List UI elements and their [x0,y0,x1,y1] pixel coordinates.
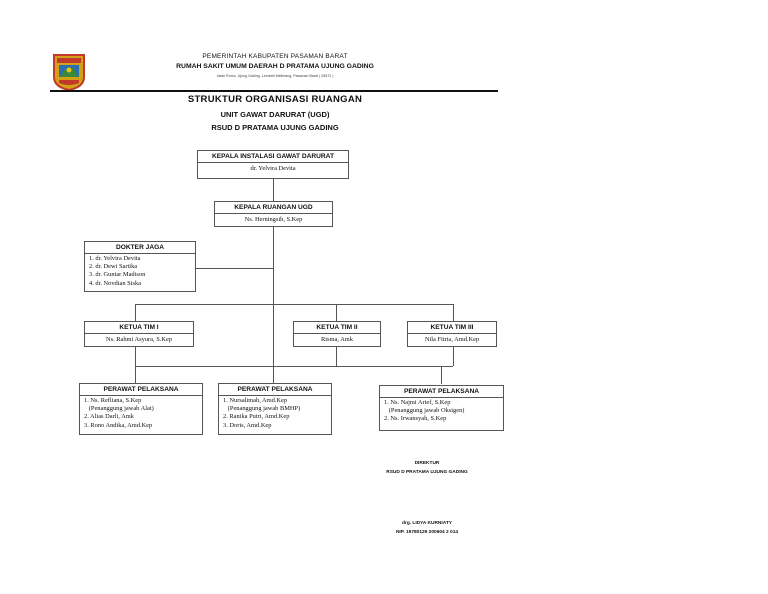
signature-nip: NIP. 19780129 200604 2 014 [395,530,459,535]
member-item: 1. Ns. Refliana, S.Kep [84,397,142,404]
chart-title: STRUKTUR ORGANISASI RUANGAN [187,94,363,105]
member-item: 2. Ranika Putri, Amd.Kep [223,413,290,421]
member-item: 3. Doris, Amd.Kep [223,421,272,429]
letterhead-divider [50,90,498,92]
member-item: 3. dr. Guntar Madison [89,271,146,279]
connector-line [226,268,238,269]
node-name: Ns. Rahmi Asyura, S.Kep [105,336,173,343]
node-title: KETUA TIM III [408,322,496,334]
node-kepala-ruangan [214,201,333,227]
connector-line [453,346,454,366]
connector-line [135,366,136,384]
member-item: 2. Ns. Irwansyah, S.Kep [384,415,447,423]
member-item: 2. dr. Dewi Sartika [89,263,138,271]
node-ketua-tim-1 [84,321,194,347]
member-item: (Penanggung jawab Alat) [84,405,154,413]
connector-line [441,366,442,384]
node-title: KETUA TIM I [85,322,193,334]
connector-line [135,366,453,367]
member-item: (Penanggung jawab Oksigen) [384,407,465,415]
node-name: dr. Yelvira Devita [250,165,296,172]
node-perawat-pelaksana-1 [79,383,203,435]
node-title: PERAWAT PELAKSANA [80,384,202,396]
member-item: (Penanggung jawab BMHP) [223,405,301,413]
member-item: 1. Ns. Najmi Arief, S.Kep [384,399,451,406]
letterhead-address: Jalan Rumo, Ujung Gading, Lembah Melintang, Pasaman Barat ( 26572 ) [216,74,334,78]
node-title: PERAWAT PELAKSANA [380,386,503,398]
connector-line [453,304,454,321]
node-title: KETUA TIM II [294,322,380,334]
node-name: Risma, Amk [321,336,353,343]
node-dokter-jaga [84,241,196,292]
chart-subtitle-hospital: RSUD D PRATAMA UJUNG GADING [211,123,339,132]
member-item: 2. Alias Darli, Amk [84,413,134,421]
node-name: Ns. Herningsih, S.Kep [244,216,303,223]
node-title: DOKTER JAGA [85,242,195,254]
connector-line [273,366,274,384]
connector-line [336,346,337,366]
member-item: 1. dr. Yelvira Devita [89,255,141,262]
letterhead-hospital: RUMAH SAKIT UMUM DAERAH D PRATAMA UJUNG GADING [176,63,374,70]
node-title: KEPALA INSTALASI GAWAT DARURAT [198,151,348,163]
node-ketua-tim-2 [293,321,381,347]
signature-institution: RSUD D PRATAMA UJUNG GADING [386,470,468,475]
connector-line [135,346,136,366]
member-item: 3. Rono Andika, Amd.Kep [84,421,153,429]
regency-logo [52,53,86,91]
signature-name: drg. LIDYA KURNIATY [402,521,452,526]
node-ketua-tim-3 [407,321,497,347]
member-item: 4. dr. Novdian Siska [89,279,142,287]
connector-line [135,304,136,321]
letterhead-government: PEMERINTAH KABUPATEN PASAMAN BARAT [202,53,348,60]
node-kepala-instalasi [197,150,349,179]
node-title: KEPALA RUANGAN UGD [215,202,332,214]
node-name: Nila Fitria, Amd.Kep [424,336,480,343]
signature-position: DIREKTUR [414,461,440,466]
node-perawat-pelaksana-3 [379,385,504,431]
chart-subtitle-unit: UNIT GAWAT DARURAT (UGD) [220,110,330,119]
connector-line [336,304,337,321]
connector-line [135,304,453,305]
connector-line [273,178,274,201]
node-title: PERAWAT PELAKSANA [219,384,331,396]
node-perawat-pelaksana-2 [218,383,332,435]
member-item: 1. Nursalimah, Amd.Kep [223,397,288,404]
